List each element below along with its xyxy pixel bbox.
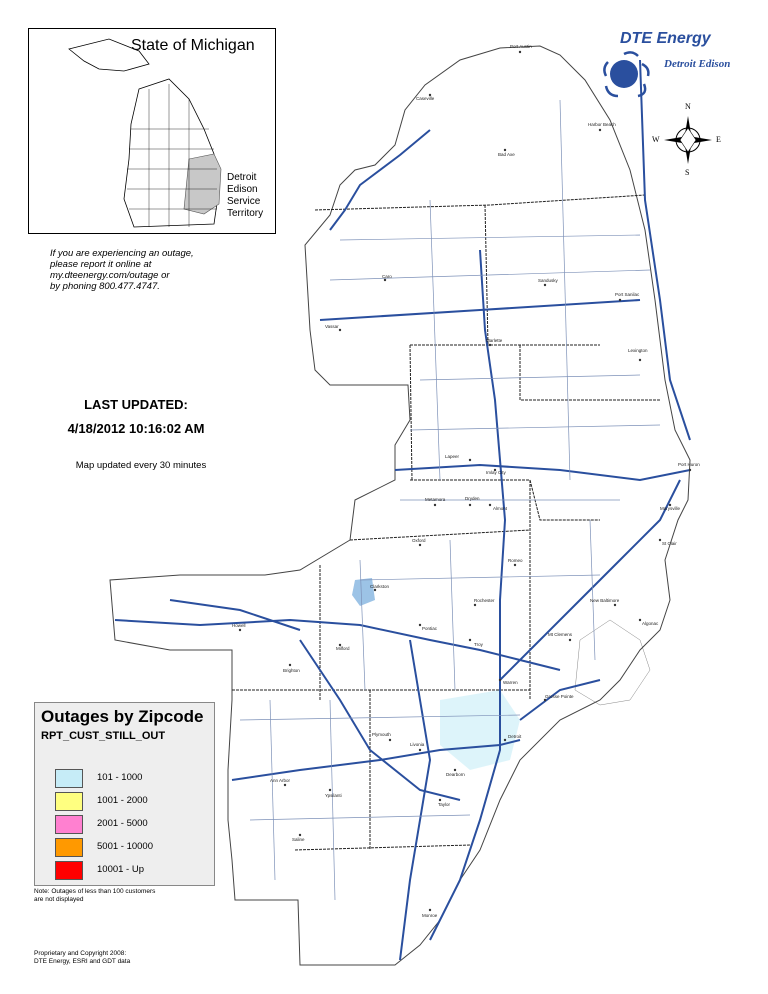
copyright-line: DTE Energy, ESRI and GDT data <box>34 958 131 965</box>
town-label: Detroit <box>508 734 522 739</box>
town-label: Mt Clemens <box>548 632 573 637</box>
town-labels <box>232 44 700 918</box>
legend-swatch <box>55 861 83 880</box>
town-label: Warren <box>503 680 518 685</box>
town-label: Port Huron <box>678 462 700 467</box>
compass-rose <box>650 100 726 180</box>
town-label: Marysville <box>660 506 681 511</box>
town-label: Vassar <box>325 324 339 329</box>
legend-swatch <box>55 769 83 788</box>
copyright-line: Proprietary and Copyright 2008: <box>34 950 127 957</box>
last-updated <box>36 393 236 441</box>
last-updated-value: 4/18/2012 10:16:02 AM <box>67 421 205 436</box>
update-frequency: Map updated every 30 minutes <box>75 460 207 471</box>
legend-note <box>34 888 204 904</box>
town-label: Port Austin <box>510 44 532 49</box>
county-boundaries <box>232 195 660 850</box>
legend-label: 5001 - 10000 <box>97 841 153 852</box>
town-label: Plymouth <box>372 732 391 737</box>
legend-swatch <box>55 838 83 857</box>
town-label: Ypsilanti <box>325 793 342 798</box>
secondary-roads <box>240 100 660 900</box>
compass-north: N <box>685 102 691 111</box>
town-label: New Baltimore <box>590 598 620 603</box>
town-label: Algonac <box>642 621 659 626</box>
lake-st-clair <box>575 620 650 705</box>
town-label: Almont <box>493 506 508 511</box>
town-label: Bad Axe <box>498 152 515 157</box>
town-label: Brighton <box>283 668 300 673</box>
legend-label: 101 - 1000 <box>97 772 143 783</box>
instruction-line: by phoning 800.477.4747. <box>50 281 160 292</box>
town-label: Ann Arbor <box>270 778 291 783</box>
company-name: DTE Energy <box>620 30 711 47</box>
note-line: are not displayed <box>34 896 84 903</box>
town-label: Clarkston <box>370 584 390 589</box>
town-label: Caseville <box>416 96 435 101</box>
town-markers <box>239 51 691 911</box>
town-label: Oxford <box>412 538 426 543</box>
town-label: Port Sanilac <box>615 292 640 297</box>
inland-lake <box>352 578 375 606</box>
legend-label: 2001 - 5000 <box>97 818 148 829</box>
compass-west: W <box>652 135 660 144</box>
legend-label: 1001 - 2000 <box>97 795 148 806</box>
note-line: Note: Outages of less than 100 customers <box>34 888 156 895</box>
compass-east: E <box>716 135 721 144</box>
copyright <box>34 950 204 966</box>
town-label: Rochester <box>474 598 495 603</box>
town-label: Metamora <box>425 497 446 502</box>
legend-swatch <box>55 792 83 811</box>
town-label: Saline <box>292 837 305 842</box>
town-label: Imlay City <box>486 470 506 475</box>
town-label: Sandusky <box>538 278 558 283</box>
town-label: Livonia <box>410 742 425 747</box>
instruction-line: If you are experiencing an outage, <box>50 248 194 259</box>
town-label: Lexington <box>628 348 648 353</box>
town-label: Monroe <box>422 913 438 918</box>
town-label: Harbor Beach <box>588 122 616 127</box>
inset-locator-map <box>28 28 276 234</box>
compass-south: S <box>685 168 690 177</box>
territory-label-line: Service <box>227 196 261 207</box>
territory-label-line: Edison <box>227 184 258 195</box>
town-label: Howell <box>232 623 246 628</box>
outage-report-instructions <box>50 248 230 292</box>
legend <box>34 702 215 886</box>
division-name: Detroit Edison <box>664 58 731 70</box>
legend-label: 10001 - Up <box>97 864 145 875</box>
territory-label <box>227 172 275 220</box>
town-label: Dearborn <box>446 772 465 777</box>
legend-title: Outages by Zipcode <box>41 707 204 726</box>
instruction-line: my.dteenergy.com/outage or <box>50 270 170 281</box>
town-label: St Clair <box>662 541 677 546</box>
town-label: Lapeer <box>445 454 460 459</box>
territory-label-line: Territory <box>227 208 264 219</box>
town-label: Taylor <box>438 802 451 807</box>
dte-energy-logo <box>598 28 768 108</box>
sun-icon <box>598 48 658 108</box>
last-updated-label: LAST UPDATED: <box>84 397 188 412</box>
town-label: Pontiac <box>422 626 438 631</box>
instruction-line: please report it online at <box>50 259 152 270</box>
urban-area-fill <box>440 690 520 770</box>
town-label: Marlette <box>486 338 503 343</box>
town-label: Grosse Pointe <box>545 694 574 699</box>
inset-title: State of Michigan <box>131 37 255 54</box>
town-label: Romeo <box>508 558 523 563</box>
town-label: Dryden <box>465 496 480 501</box>
town-label: Caro <box>382 274 392 279</box>
town-label: Milford <box>336 646 350 651</box>
legend-field: RPT_CUST_STILL_OUT <box>41 730 166 742</box>
legend-swatch <box>55 815 83 834</box>
town-label: Troy <box>474 642 483 647</box>
territory-label-line: Detroit <box>227 172 257 183</box>
